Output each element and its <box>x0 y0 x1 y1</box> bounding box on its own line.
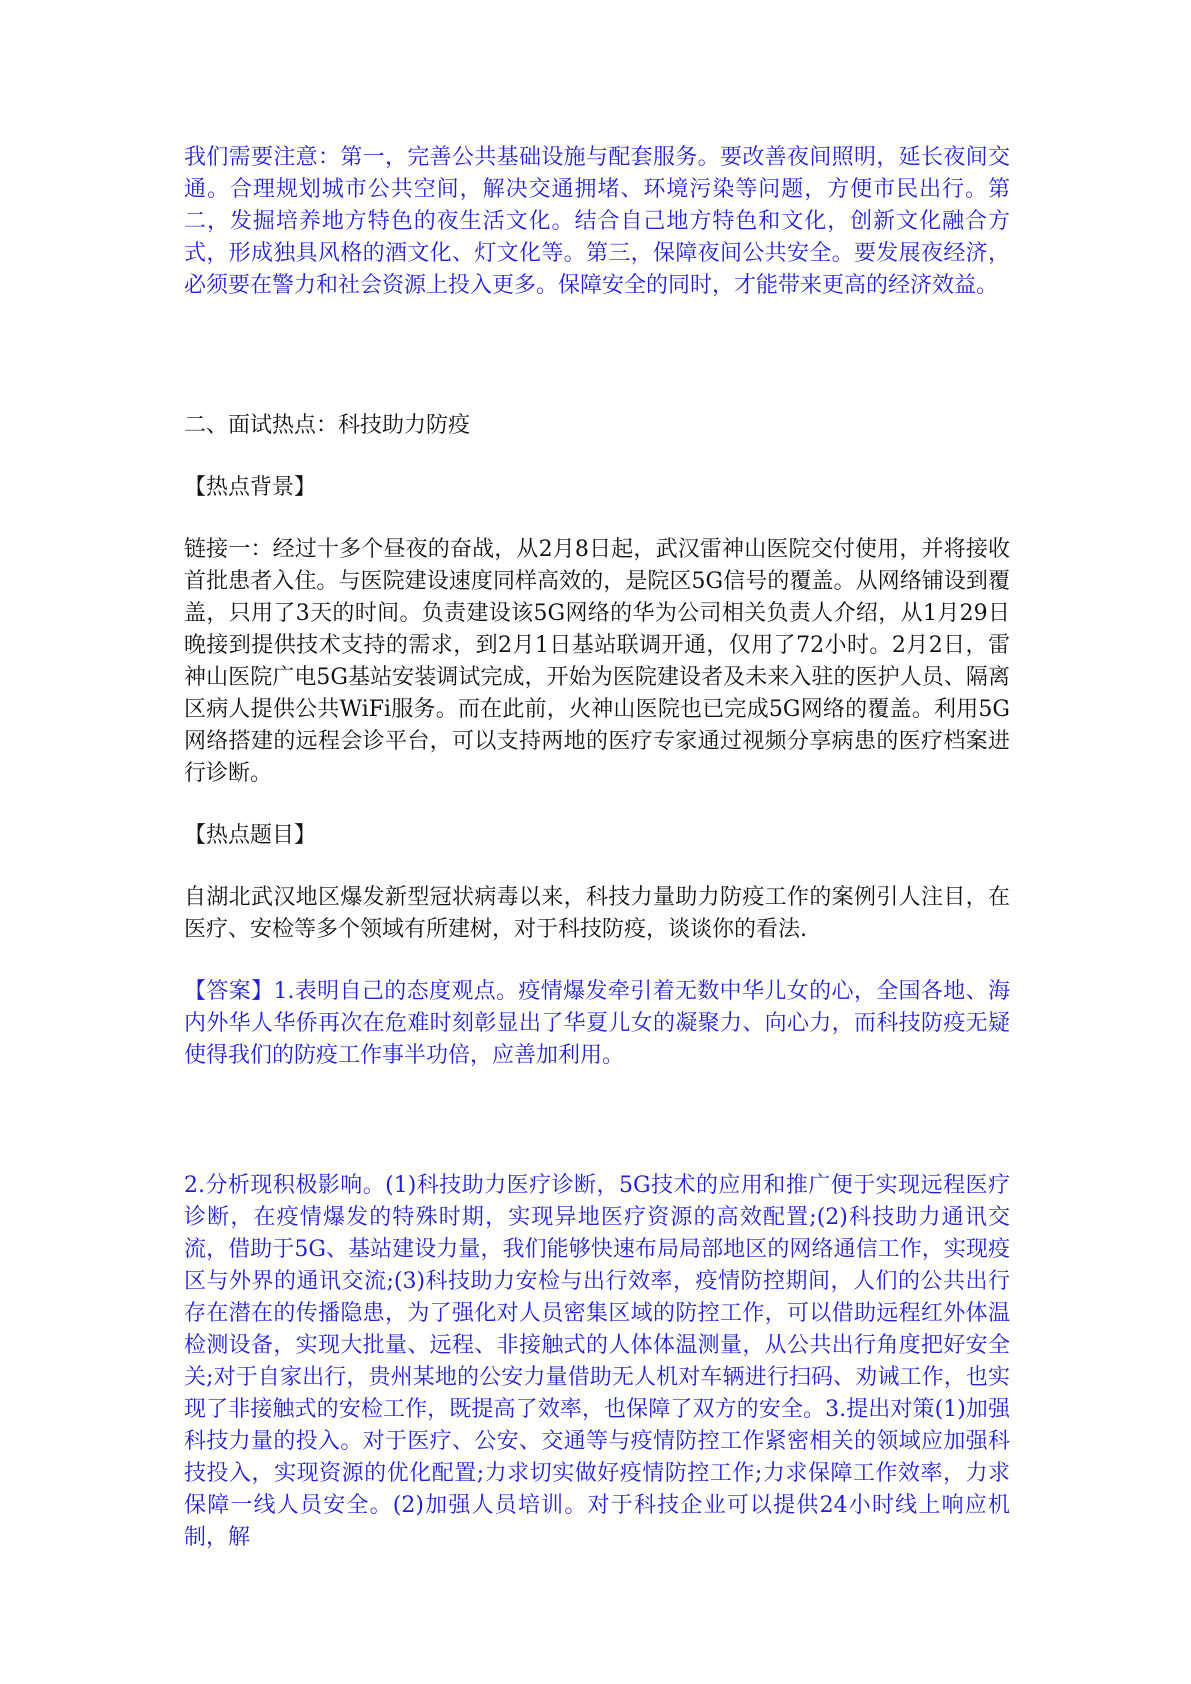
answer-part1-text: 1.表明自己的态度观点。疫情爆发牵引着无数中华儿女的心，全国各地、海内外华人华侨再次在危难时刻彰显出了华夏儿女的凝聚力、向心力，而科技防疫无疑使得我们的防疫工作事半功倍，应善加利用。 <box>184 979 1010 1068</box>
question-heading: 【热点题目】 <box>184 823 317 848</box>
answer-label: 【答案】 <box>184 979 274 1004</box>
answer-paragraph-1 <box>184 976 1010 1072</box>
link1-paragraph: 链接一：经过十多个昼夜的奋战，从2月8日起，武汉雷神山医院交付使用，并将接收首批患者入住。与医院建设速度同样高效的，是院区5G信号的覆盖。从网络铺设到覆盖，只用了3天的时间。负责建设该5G网络的华为公司相关负责人介绍，从1月29日晚接到提供技术支持的需求，到2月1日基站联调开通，仅用了72小时。2月2日，雷神山医院广电5G基站安装调试完成，开始为医院建设者及未来入驻的医护人员、隔离区病人提供公共WiFi服务。而在此前，火神山医院也已完成5G网络的覆盖。利用5G网络搭建的远程会诊平台，可以支持两地的医疗专家通过视频分享病患的医疗档案进行诊断。 <box>184 537 1010 786</box>
section-title: 二、面试热点：科技助力防疫 <box>184 413 471 438</box>
question-paragraph: 自湖北武汉地区爆发新型冠状病毒以来，科技力量助力防疫工作的案例引人注目，在医疗、安检等多个领域有所建树，对于科技防疫，谈谈你的看法. <box>184 885 1010 942</box>
intro-answer-paragraph: 我们需要注意：第一，完善公共基础设施与配套服务。要改善夜间照明，延长夜间交通。合理规划城市公共空间，解决交通拥堵、环境污染等问题，方便市民出行。第二，发掘培养地方特色的夜生活文化。结合自己地方特色和文化，创新文化融合方式，形成独具风格的酒文化、灯文化等。第三，保障夜间公共安全。要发展夜经济，必须要在警力和社会资源上投入更多。保障安全的同时，才能带来更高的经济效益。 <box>184 145 1010 298</box>
answer-paragraph-2: 2.分析现积极影响。(1)科技助力医疗诊断，5G技术的应用和推广便于实现远程医疗诊断，在疫情爆发的特殊时期，实现异地医疗资源的高效配置;(2)科技助力通讯交流，借助于5G、基站建设力量，我们能够快速布局局部地区的网络通信工作，实现疫区与外界的通讯交流;(3)科技助力安检与出行效率，疫情防控期间，人们的公共出行存在潜在的传播隐患，为了强化对人员密集区域的防控工作，可以借助远程红外体温检测设备，实现大批量、远程、非接触式的人体体温测量，从公共出行角度把好安全关;对于自家出行，贵州某地的公安力量借助无人机对车辆进行扫码、劝诫工作，也实现了非接触式的安检工作，既提高了效率，也保障了双方的安全。3.提出对策(1)加强科技力量的投入。对于医疗、公安、交通等与疫情防控工作紧密相关的领域应加强科技投入，实现资源的优化配置;力求切实做好疫情防控工作;力求保障工作效率，力求保障一线人员安全。(2)加强人员培训。对于科技企业可以提供24小时线上响应机制，解 <box>184 1173 1010 1550</box>
background-heading: 【热点背景】 <box>184 475 317 500</box>
document-content <box>184 142 1010 1554</box>
